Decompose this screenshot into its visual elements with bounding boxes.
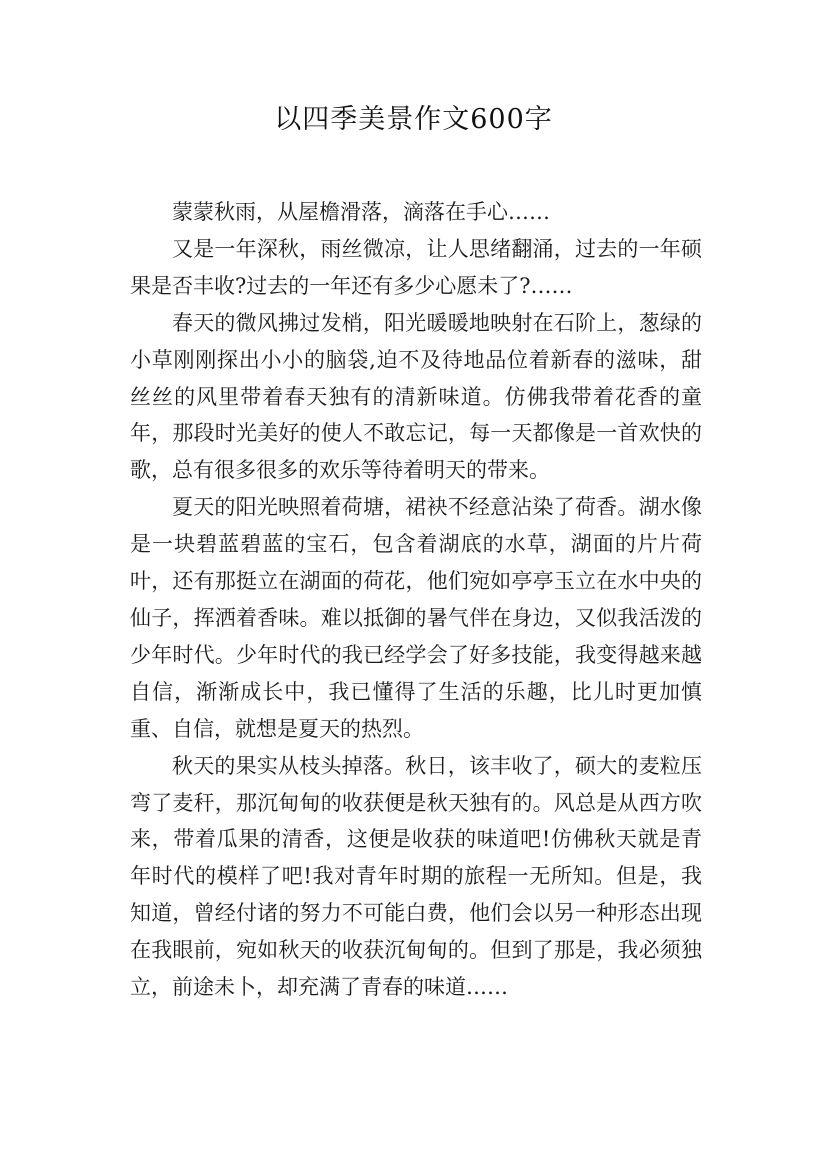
paragraph-5: 秋天的果实从枝头掉落。秋日，该丰收了，硕大的麦粒压弯了麦秆，那沉甸甸的收获便是秋天独有的。风总是从西方吹来，带着瓜果的清香，这便是收获的味道吧!仿佛秋天就是青年时代的模样了吧!我对青年时期的旅程一无所知。但是，我知道，曾经付诸的努力不可能白费，他们会以另一种形态出现在我眼前，宛如秋天的收获沉甸甸的。但到了那是，我必须独立，前途未卜，却充满了青春的味道……: [130, 753, 702, 1000]
paragraph-3: 春天的微风拂过发梢，阳光暖暖地映射在石阶上，葱绿的小草刚刚探出小小的脑袋,迫不及待地品位着新春的滋味，甜丝丝的风里带着春天独有的清新味道。仿佛我带着花香的童年，那段时光美好的使人不敢忘记，每一天都像是一首欢快的歌，总有很多很多的欢乐等待着明天的带来。: [130, 310, 702, 483]
paragraph-2: 又是一年深秋，雨丝微凉，让人思绪翻涌，过去的一年硕果是否丰收?过去的一年还有多少心愿未了?……: [130, 236, 702, 298]
page-title: 以四季美景作文600字: [274, 104, 553, 135]
paragraph-4: 夏天的阳光映照着荷塘，裙袂不经意沾染了荷香。湖水像是一块碧蓝碧蓝的宝石，包含着湖底的水草，湖面的片片荷叶，还有那挺立在湖面的荷花，他们宛如亭亭玉立在水中央的仙子，挥洒着香味。难以抵御的暑气伴在身边，又似我活泼的少年时代。少年时代的我已经学会了好多技能，我变得越来越自信，渐渐成长中，我已懂得了生活的乐趣，比儿时更加慎重、自信，就想是夏天的热烈。: [130, 495, 702, 741]
paragraph-1: 蒙蒙秋雨，从屋檐滑落，滴落在手心……: [172, 200, 550, 224]
essay-body: [130, 194, 702, 1006]
